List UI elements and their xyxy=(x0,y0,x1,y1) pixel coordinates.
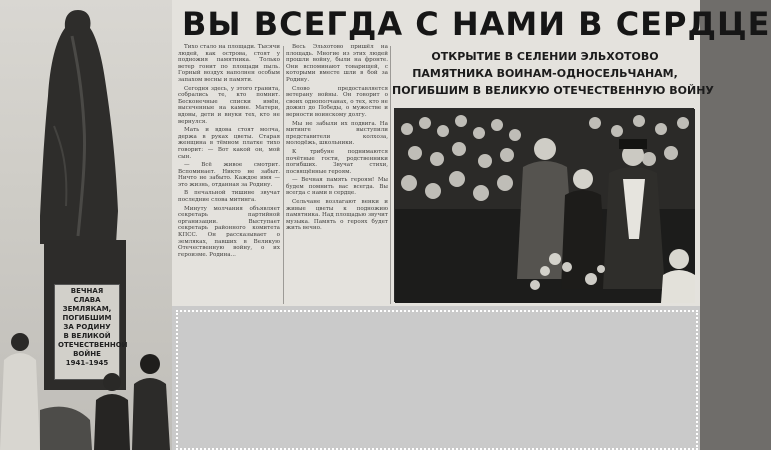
paragraph: Мы не забыли их подвига. На митинге выступили представители колхоза, молодёжь, школьники. xyxy=(286,120,388,147)
paragraph: Мать и вдова стоят молча, держа в руках цветы. Старая женщина в тёмном платке тихо говорит: — Вот какой он, мой сын. xyxy=(178,127,280,160)
paragraph: Минуту молчания объявляет секретарь партийной организации. Выступает секретарь районного комитета КПСС. Он рассказывает о земляках, павших в Великую Отечественную войну, о их героизме. Родина... xyxy=(178,205,280,258)
article-column-1 xyxy=(178,44,280,306)
plaque-line: ВЕЧНАЯ СЛАВА xyxy=(70,287,104,304)
paragraph: — Вечная память героям! Мы будем помнить вас всегда. Вы всегда с нами в сердце. xyxy=(286,177,388,197)
subheadline-line: ПАМЯТНИКА ВОИНАМ-ОДНОСЕЛЬЧАНАМ, xyxy=(412,67,678,80)
article-column-2 xyxy=(286,44,388,306)
plaque-line: В ВЕЛИКОЙ xyxy=(63,332,111,340)
headline: ВЫ ВСЕГДА С НАМИ В СЕРДЦЕ xyxy=(182,5,771,43)
paragraph: — Всё живое смотрит. Вспоминает. Никто не забыт. Ничто не забыто. Каждое имя — это жизнь, отданная за Родину. xyxy=(178,162,280,188)
plaque-line: ВОЙНЕ xyxy=(73,350,101,358)
column-divider xyxy=(283,46,284,304)
statue-figure xyxy=(32,6,124,244)
column-divider xyxy=(390,46,391,304)
plaque-line: ЗЕМЛЯКАМ, xyxy=(62,305,112,313)
blank-area-border xyxy=(176,310,698,450)
paragraph: Слово предоставляется ветерану войны. Он говорит о своих однополчанах, о тех, кто не дожил до Победы, о мужестве и верности воинскому долгу. xyxy=(286,85,388,118)
plaque-line: ОТЕЧЕСТВЕННОЙ xyxy=(58,341,128,349)
plaque-line: ПОГИБШИМ xyxy=(62,314,112,322)
paragraph: Сегодня здесь, у этого гранита, собрались те, кто помнит. Бесконечные списки имён, высеченные на камне. Матери, вдовы, дети и внуки тех, кто не вернулся. xyxy=(178,85,280,125)
paragraph: Тихо стало на площади. Тысячи людей, как острова, стоят у подножия памятника. Только ветер гонит по площади пыль. Горный воздух наполнен особым запахом весны и памяти. xyxy=(178,44,280,83)
paragraph: В печальной тишине звучат последние слова митинга. xyxy=(178,190,280,204)
paragraph: Весь Эльхотово пришёл на площадь. Многие из этих людей прошли войну, были на фронте. Они вспоминают товарищей, с которыми вместе шли в бой за Родину. xyxy=(286,44,388,83)
subheadline-line: ПОГИБШИМ В ВЕЛИКУЮ ОТЕЧЕСТВЕННУЮ ВОЙНУ xyxy=(392,84,714,97)
plaque-line: ЗА РОДИНУ xyxy=(63,323,111,331)
paragraph: Сельчане возлагают венки и живые цветы к подножию памятника. Над площадью звучит музыка. Память о героях будет жить вечно. xyxy=(286,199,388,232)
paragraph: К трибуне поднимаются почётные гости, родственники погибших. Звучат стихи, посвящённые героям. xyxy=(286,148,388,175)
subheadline xyxy=(392,48,714,99)
crowd-figures xyxy=(0,330,172,450)
ceremony-photo xyxy=(394,108,694,302)
ceremony-crowd-image xyxy=(395,109,695,303)
monument-photo xyxy=(0,0,172,450)
plaque-line: 1941–1945 xyxy=(65,359,109,367)
subheadline-line: ОТКРЫТИЕ В СЕЛЕНИИ ЭЛЬХОТОВО xyxy=(431,50,659,63)
